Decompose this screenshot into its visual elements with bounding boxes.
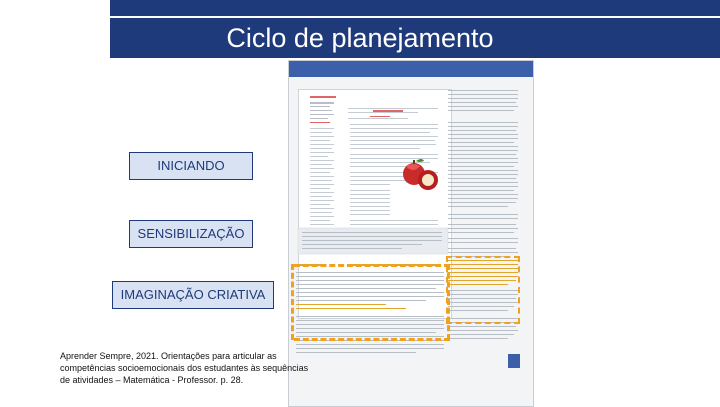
highlight-dash-left bbox=[291, 264, 294, 340]
document-page-lines bbox=[288, 60, 532, 405]
page-number-badge bbox=[508, 354, 520, 368]
stage-imaginacao-criativa-label: IMAGINAÇÃO CRIATIVA bbox=[120, 287, 266, 302]
stage-iniciando-label: INICIANDO bbox=[157, 158, 225, 173]
top-accent-strip bbox=[110, 0, 720, 16]
stage-sensibilizacao-label: SENSIBILIZAÇÃO bbox=[137, 226, 245, 241]
stage-iniciando bbox=[129, 152, 253, 180]
stage-imaginacao-criativa bbox=[112, 281, 274, 309]
slide-title: Ciclo de planejamento bbox=[226, 23, 494, 53]
source-caption: Aprender Sempre, 2021. Orientações para articular as competências socioemocionais dos estudantes às sequências de atividades – Matemática - Professor. p. 28. bbox=[60, 351, 309, 385]
right-column-highlight bbox=[446, 256, 520, 324]
highlight-dash-top bbox=[294, 264, 450, 267]
highlight-dash-bottom bbox=[294, 338, 450, 341]
stage-sensibilizacao bbox=[129, 220, 253, 248]
